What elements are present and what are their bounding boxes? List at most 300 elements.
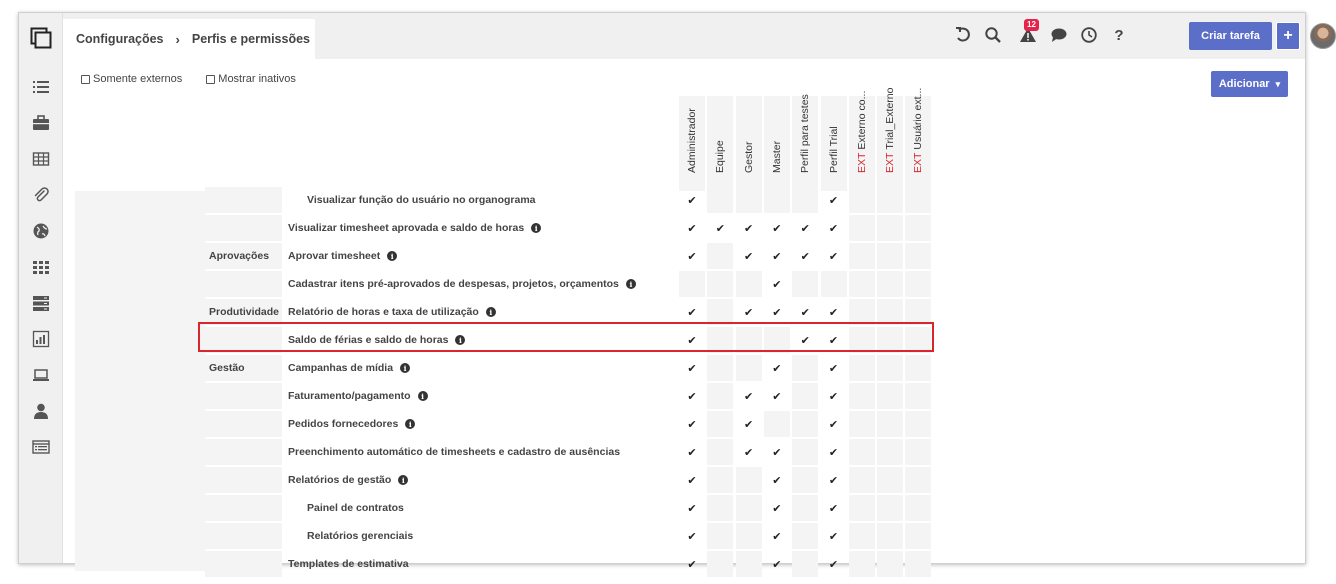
permission-cell[interactable] <box>849 467 875 493</box>
permission-cell[interactable] <box>764 383 790 409</box>
info-icon[interactable]: i <box>626 279 636 289</box>
check-icon: ✔ <box>743 222 754 235</box>
permission-cell[interactable] <box>821 467 847 493</box>
permission-cell[interactable] <box>707 551 733 577</box>
permission-cell[interactable] <box>821 439 847 465</box>
check-icon: ✔ <box>687 502 697 515</box>
permission-cell[interactable] <box>849 383 875 409</box>
permission-name <box>288 355 410 381</box>
row-category <box>205 495 282 521</box>
breadcrumb-separator: › <box>175 31 180 47</box>
column-name: Externo co... <box>855 90 868 150</box>
permission-cell[interactable] <box>792 523 818 549</box>
info-icon[interactable]: i <box>400 363 410 373</box>
row-category <box>205 215 282 241</box>
permission-cell[interactable] <box>736 299 762 325</box>
permission-label: Pedidos fornecedores <box>288 418 399 430</box>
permission-cell[interactable] <box>792 243 818 269</box>
column-header-label <box>714 140 726 173</box>
table-row <box>205 439 925 465</box>
permission-cell[interactable] <box>764 271 790 297</box>
permission-cell[interactable] <box>707 467 733 493</box>
column-header-label <box>856 91 868 173</box>
permission-label: Visualizar função do usuário no organograma <box>307 194 536 206</box>
permission-cell[interactable] <box>849 551 875 577</box>
permission-cell[interactable] <box>877 439 903 465</box>
table-row <box>205 383 925 409</box>
permission-cell[interactable] <box>736 411 762 437</box>
breadcrumb-root[interactable]: Configurações <box>76 32 164 46</box>
info-icon[interactable]: i <box>405 419 415 429</box>
row-category <box>205 523 282 549</box>
permission-cell[interactable] <box>905 411 931 437</box>
permission-cell[interactable] <box>905 215 931 241</box>
permission-cell[interactable] <box>877 383 903 409</box>
permission-cell[interactable] <box>792 355 818 381</box>
permission-cell[interactable] <box>877 187 903 213</box>
permission-cell[interactable] <box>849 355 875 381</box>
permission-name <box>288 215 541 241</box>
check-icon: ✔ <box>772 222 782 235</box>
permission-cell[interactable] <box>877 355 903 381</box>
permission-cell[interactable] <box>877 243 903 269</box>
check-icon: ✔ <box>772 446 782 459</box>
add-button-label: Adicionar <box>1218 78 1270 90</box>
app-window <box>18 12 1306 571</box>
breadcrumb-current: Perfis e permissões <box>191 32 310 46</box>
column-name: Master <box>770 140 783 173</box>
permission-cell[interactable] <box>849 243 875 269</box>
permission-cell[interactable] <box>821 299 847 325</box>
avatar[interactable] <box>1310 23 1336 49</box>
info-icon[interactable]: i <box>398 475 408 485</box>
table-row <box>205 215 925 241</box>
permission-cell[interactable] <box>905 551 931 577</box>
permission-cell[interactable] <box>792 439 818 465</box>
table-row <box>205 327 925 353</box>
table-row <box>205 243 925 269</box>
permission-cell[interactable] <box>707 495 733 521</box>
permission-cell[interactable] <box>905 299 931 325</box>
list-icon[interactable] <box>31 77 51 97</box>
row-category: Produtividade <box>205 299 282 325</box>
permission-cell[interactable] <box>905 467 931 493</box>
check-icon: ✔ <box>772 278 782 291</box>
row-category <box>205 187 282 213</box>
permission-cell[interactable] <box>821 187 847 213</box>
permission-cell[interactable] <box>821 383 847 409</box>
permission-cell[interactable] <box>792 495 818 521</box>
check-icon: ✔ <box>715 222 725 235</box>
permission-cell[interactable] <box>905 383 931 409</box>
permission-name <box>288 299 496 325</box>
check-icon: ✔ <box>828 222 839 235</box>
check-icon: ✔ <box>828 334 839 347</box>
permission-cell[interactable] <box>679 383 705 409</box>
caret-down-icon: ▾ <box>1275 78 1281 89</box>
permission-cell[interactable] <box>679 467 705 493</box>
permission-cell[interactable] <box>877 467 903 493</box>
check-icon: ✔ <box>772 530 782 543</box>
permission-cell[interactable] <box>707 243 733 269</box>
column-header-label <box>912 88 924 173</box>
permission-cell[interactable] <box>736 243 762 269</box>
help-icon[interactable]: ? <box>1114 26 1124 44</box>
check-icon: ✔ <box>687 306 697 319</box>
permission-cell[interactable] <box>679 327 705 353</box>
create-task-button[interactable]: Criar tarefa <box>1189 22 1272 50</box>
left-gutter <box>75 191 205 571</box>
info-icon[interactable]: i <box>387 251 397 261</box>
permission-cell[interactable] <box>905 271 931 297</box>
permission-cell[interactable] <box>707 271 733 297</box>
permission-cell[interactable] <box>707 215 733 241</box>
permission-cell[interactable] <box>679 523 705 549</box>
check-icon: ✔ <box>772 474 782 487</box>
permission-cell[interactable] <box>849 215 875 241</box>
permission-cell[interactable] <box>707 327 733 353</box>
check-icon: ✔ <box>828 418 839 431</box>
permission-name <box>288 551 409 577</box>
column-header-label <box>686 108 698 173</box>
check-icon: ✔ <box>828 474 839 487</box>
permission-cell[interactable] <box>707 299 733 325</box>
permission-cell[interactable] <box>764 523 790 549</box>
column-name: Equipe <box>714 140 727 173</box>
check-icon: ✔ <box>743 250 754 263</box>
permission-cell[interactable] <box>849 411 875 437</box>
check-icon: ✔ <box>828 446 839 459</box>
permission-cell[interactable] <box>707 187 733 213</box>
check-icon: ✔ <box>687 474 697 487</box>
check-icon: ✔ <box>687 530 697 543</box>
alert-icon[interactable] <box>1018 20 1038 45</box>
only-external-label: Somente externos <box>93 73 183 85</box>
notification-badge: 12 <box>1024 19 1039 31</box>
only-external-checkbox[interactable] <box>81 75 90 84</box>
permission-name <box>288 327 465 353</box>
permission-cell[interactable] <box>877 271 903 297</box>
column-header-label <box>771 141 783 173</box>
permission-cell[interactable] <box>707 439 733 465</box>
check-icon: ✔ <box>687 558 697 571</box>
permission-cell[interactable] <box>736 355 762 381</box>
check-icon: ✔ <box>772 250 782 263</box>
permission-label: Templates de estimativa <box>288 558 409 570</box>
permission-cell[interactable] <box>905 187 931 213</box>
check-icon: ✔ <box>828 194 839 207</box>
permission-cell[interactable] <box>877 495 903 521</box>
add-button[interactable] <box>1211 71 1288 97</box>
row-category: Gestão <box>205 355 282 381</box>
permission-cell[interactable] <box>877 327 903 353</box>
permission-cell[interactable] <box>764 299 790 325</box>
permission-label: Cadastrar itens pré-aprovados de despesas, projetos, orçamentos <box>288 278 619 290</box>
permission-label: Relatórios gerenciais <box>307 530 414 542</box>
permission-name <box>288 271 636 297</box>
permission-label: Relatório de horas e taxa de utilização <box>288 306 479 318</box>
check-icon: ✔ <box>687 446 697 459</box>
column-header[interactable] <box>736 96 762 191</box>
permission-cell[interactable] <box>736 467 762 493</box>
column-name: Administrador <box>686 108 698 173</box>
column-header[interactable] <box>792 96 818 191</box>
check-icon: ✔ <box>772 390 782 403</box>
permission-cell[interactable] <box>849 439 875 465</box>
ext-tag: EXT <box>912 152 925 173</box>
permission-cell[interactable] <box>905 523 931 549</box>
search-icon[interactable] <box>983 25 1003 45</box>
column-name: Perfil Trial <box>827 126 840 173</box>
row-category <box>205 439 282 465</box>
permission-cell[interactable] <box>849 271 875 297</box>
row-category <box>205 383 282 409</box>
briefcase-icon[interactable] <box>31 113 51 133</box>
permission-cell[interactable] <box>764 355 790 381</box>
check-icon: ✔ <box>800 250 810 263</box>
bar-chart-icon[interactable] <box>31 329 51 349</box>
permission-cell[interactable] <box>905 495 931 521</box>
permission-cell[interactable] <box>792 467 818 493</box>
ext-tag: EXT <box>884 152 897 173</box>
check-icon: ✔ <box>772 558 782 571</box>
permission-cell[interactable] <box>736 187 762 213</box>
column-header[interactable] <box>707 96 733 191</box>
permission-cell[interactable] <box>764 243 790 269</box>
table-row <box>205 187 925 213</box>
permission-cell[interactable] <box>849 523 875 549</box>
check-icon: ✔ <box>743 390 754 403</box>
table-row <box>205 411 925 437</box>
permission-name <box>288 439 620 465</box>
table-row <box>205 495 925 521</box>
info-icon[interactable]: i <box>531 223 541 233</box>
column-header-label <box>828 126 840 173</box>
permission-cell[interactable] <box>905 355 931 381</box>
show-inactive-label: Mostrar inativos <box>218 73 296 85</box>
check-icon: ✔ <box>743 306 754 319</box>
permission-cell[interactable] <box>792 411 818 437</box>
permission-cell[interactable] <box>764 495 790 521</box>
column-header-label <box>884 88 896 173</box>
permission-name <box>307 187 536 213</box>
check-icon: ✔ <box>743 446 754 459</box>
permission-label: Campanhas de mídia <box>288 362 394 374</box>
check-icon: ✔ <box>828 390 839 403</box>
table-icon[interactable] <box>31 149 51 169</box>
check-icon: ✔ <box>743 418 754 431</box>
column-header[interactable] <box>764 96 790 191</box>
column-name: Trial_Externo <box>884 87 897 150</box>
check-icon: ✔ <box>800 222 810 235</box>
row-category <box>205 411 282 437</box>
column-header[interactable] <box>679 96 705 191</box>
only-external-filter[interactable] <box>81 73 182 85</box>
permission-cell[interactable] <box>707 383 733 409</box>
permission-cell[interactable] <box>764 411 790 437</box>
permission-cell[interactable] <box>821 215 847 241</box>
table-row <box>205 355 925 381</box>
permission-cell[interactable] <box>764 551 790 577</box>
check-icon: ✔ <box>687 222 697 235</box>
permission-label: Painel de contratos <box>307 502 404 514</box>
permission-cell[interactable] <box>679 551 705 577</box>
permission-cell[interactable] <box>821 551 847 577</box>
check-icon: ✔ <box>687 334 697 347</box>
permission-cell[interactable] <box>679 299 705 325</box>
table-row <box>205 299 925 325</box>
permission-label: Saldo de férias e saldo de horas <box>288 334 449 346</box>
permission-cell[interactable] <box>679 495 705 521</box>
column-name: Gestor <box>742 141 755 173</box>
sidebar <box>19 13 63 563</box>
column-header[interactable] <box>849 90 875 191</box>
check-icon: ✔ <box>828 306 839 319</box>
check-icon: ✔ <box>687 362 697 375</box>
top-header <box>63 13 1305 59</box>
check-icon: ✔ <box>800 334 810 347</box>
permission-cell[interactable] <box>877 551 903 577</box>
column-name: Perfil para testes <box>799 94 812 173</box>
permission-cell[interactable] <box>792 187 818 213</box>
permission-cell[interactable] <box>679 411 705 437</box>
permission-cell[interactable] <box>792 383 818 409</box>
column-header[interactable] <box>821 96 847 191</box>
permission-cell[interactable] <box>792 299 818 325</box>
app-logo-icon[interactable] <box>30 27 52 49</box>
permission-cell[interactable] <box>877 411 903 437</box>
permission-cell[interactable] <box>736 327 762 353</box>
chat-icon[interactable] <box>1049 25 1069 45</box>
permission-cell[interactable] <box>821 355 847 381</box>
permission-cell[interactable] <box>679 355 705 381</box>
permission-cell[interactable] <box>877 523 903 549</box>
permission-cell[interactable] <box>736 383 762 409</box>
permission-cell[interactable] <box>736 271 762 297</box>
check-icon: ✔ <box>772 502 782 515</box>
show-inactive-checkbox[interactable] <box>206 75 215 84</box>
info-icon[interactable]: i <box>455 335 465 345</box>
check-icon: ✔ <box>828 502 839 515</box>
permission-name <box>288 383 428 409</box>
permission-cell[interactable] <box>821 243 847 269</box>
permission-cell[interactable] <box>821 523 847 549</box>
column-header[interactable] <box>905 87 931 191</box>
permission-cell[interactable] <box>792 215 818 241</box>
permission-label: Relatórios de gestão <box>288 474 392 486</box>
permission-cell[interactable] <box>877 215 903 241</box>
permission-cell[interactable] <box>821 327 847 353</box>
quick-add-button[interactable]: + <box>1276 22 1300 50</box>
permission-cell[interactable] <box>679 271 705 297</box>
check-icon: ✔ <box>772 306 782 319</box>
permission-name <box>288 467 408 493</box>
user-icon[interactable] <box>31 401 51 421</box>
row-category <box>205 271 282 297</box>
breadcrumb <box>63 19 315 59</box>
permission-label: Aprovar timesheet <box>288 250 381 262</box>
permission-cell[interactable] <box>707 355 733 381</box>
permission-label: Faturamento/pagamento <box>288 390 411 402</box>
column-header[interactable] <box>877 87 903 191</box>
permission-name <box>288 411 415 437</box>
laptop-icon[interactable] <box>31 365 51 385</box>
permission-cell[interactable] <box>707 411 733 437</box>
info-icon[interactable]: i <box>418 391 428 401</box>
permission-cell[interactable] <box>736 215 762 241</box>
permission-cell[interactable] <box>764 187 790 213</box>
check-icon: ✔ <box>800 306 810 319</box>
permission-cell[interactable] <box>679 187 705 213</box>
permission-cell[interactable] <box>707 523 733 549</box>
clock-icon[interactable] <box>1079 25 1099 45</box>
table-row <box>205 523 925 549</box>
permission-cell[interactable] <box>764 215 790 241</box>
column-header-label <box>799 94 811 173</box>
check-icon: ✔ <box>828 250 839 263</box>
undo-icon[interactable] <box>953 25 973 45</box>
permission-cell[interactable] <box>679 439 705 465</box>
permission-cell[interactable] <box>736 523 762 549</box>
permission-cell[interactable] <box>736 551 762 577</box>
permission-cell[interactable] <box>679 215 705 241</box>
info-icon[interactable]: i <box>486 307 496 317</box>
permission-name <box>288 243 397 269</box>
permission-cell[interactable] <box>849 187 875 213</box>
permission-name <box>307 523 413 549</box>
table-row <box>205 271 925 297</box>
permission-cell[interactable] <box>679 243 705 269</box>
permission-cell[interactable] <box>905 439 931 465</box>
permission-label: Preenchimento automático de timesheets e cadastro de ausências <box>288 446 621 458</box>
column-header-label <box>743 141 755 173</box>
row-category: Aprovações <box>205 243 282 269</box>
permission-cell[interactable] <box>877 299 903 325</box>
column-name: Usuário ext... <box>912 87 925 150</box>
permission-cell[interactable] <box>905 327 931 353</box>
permission-cell[interactable] <box>792 271 818 297</box>
show-inactive-filter[interactable] <box>206 73 296 85</box>
permission-cell[interactable] <box>821 495 847 521</box>
filters-bar <box>81 73 296 85</box>
permission-cell[interactable] <box>792 327 818 353</box>
check-icon: ✔ <box>687 250 697 263</box>
ext-tag: EXT <box>855 152 868 173</box>
check-icon: ✔ <box>687 390 697 403</box>
permission-cell[interactable] <box>849 327 875 353</box>
check-icon: ✔ <box>687 418 697 431</box>
row-category <box>205 327 282 353</box>
row-category <box>205 467 282 493</box>
permission-cell[interactable] <box>821 271 847 297</box>
server-icon[interactable] <box>31 293 51 313</box>
permission-name <box>307 495 404 521</box>
card-icon[interactable] <box>31 437 51 457</box>
globe-icon[interactable] <box>31 221 51 241</box>
permission-cell[interactable] <box>764 327 790 353</box>
permission-cell[interactable] <box>736 439 762 465</box>
permission-cell[interactable] <box>764 439 790 465</box>
permission-cell[interactable] <box>849 495 875 521</box>
grid-icon[interactable] <box>31 257 51 277</box>
permission-cell[interactable] <box>736 495 762 521</box>
permission-cell[interactable] <box>849 299 875 325</box>
permission-cell[interactable] <box>764 467 790 493</box>
paperclip-icon[interactable] <box>31 185 51 205</box>
permission-cell[interactable] <box>792 551 818 577</box>
permission-cell[interactable] <box>905 243 931 269</box>
permission-cell[interactable] <box>821 411 847 437</box>
